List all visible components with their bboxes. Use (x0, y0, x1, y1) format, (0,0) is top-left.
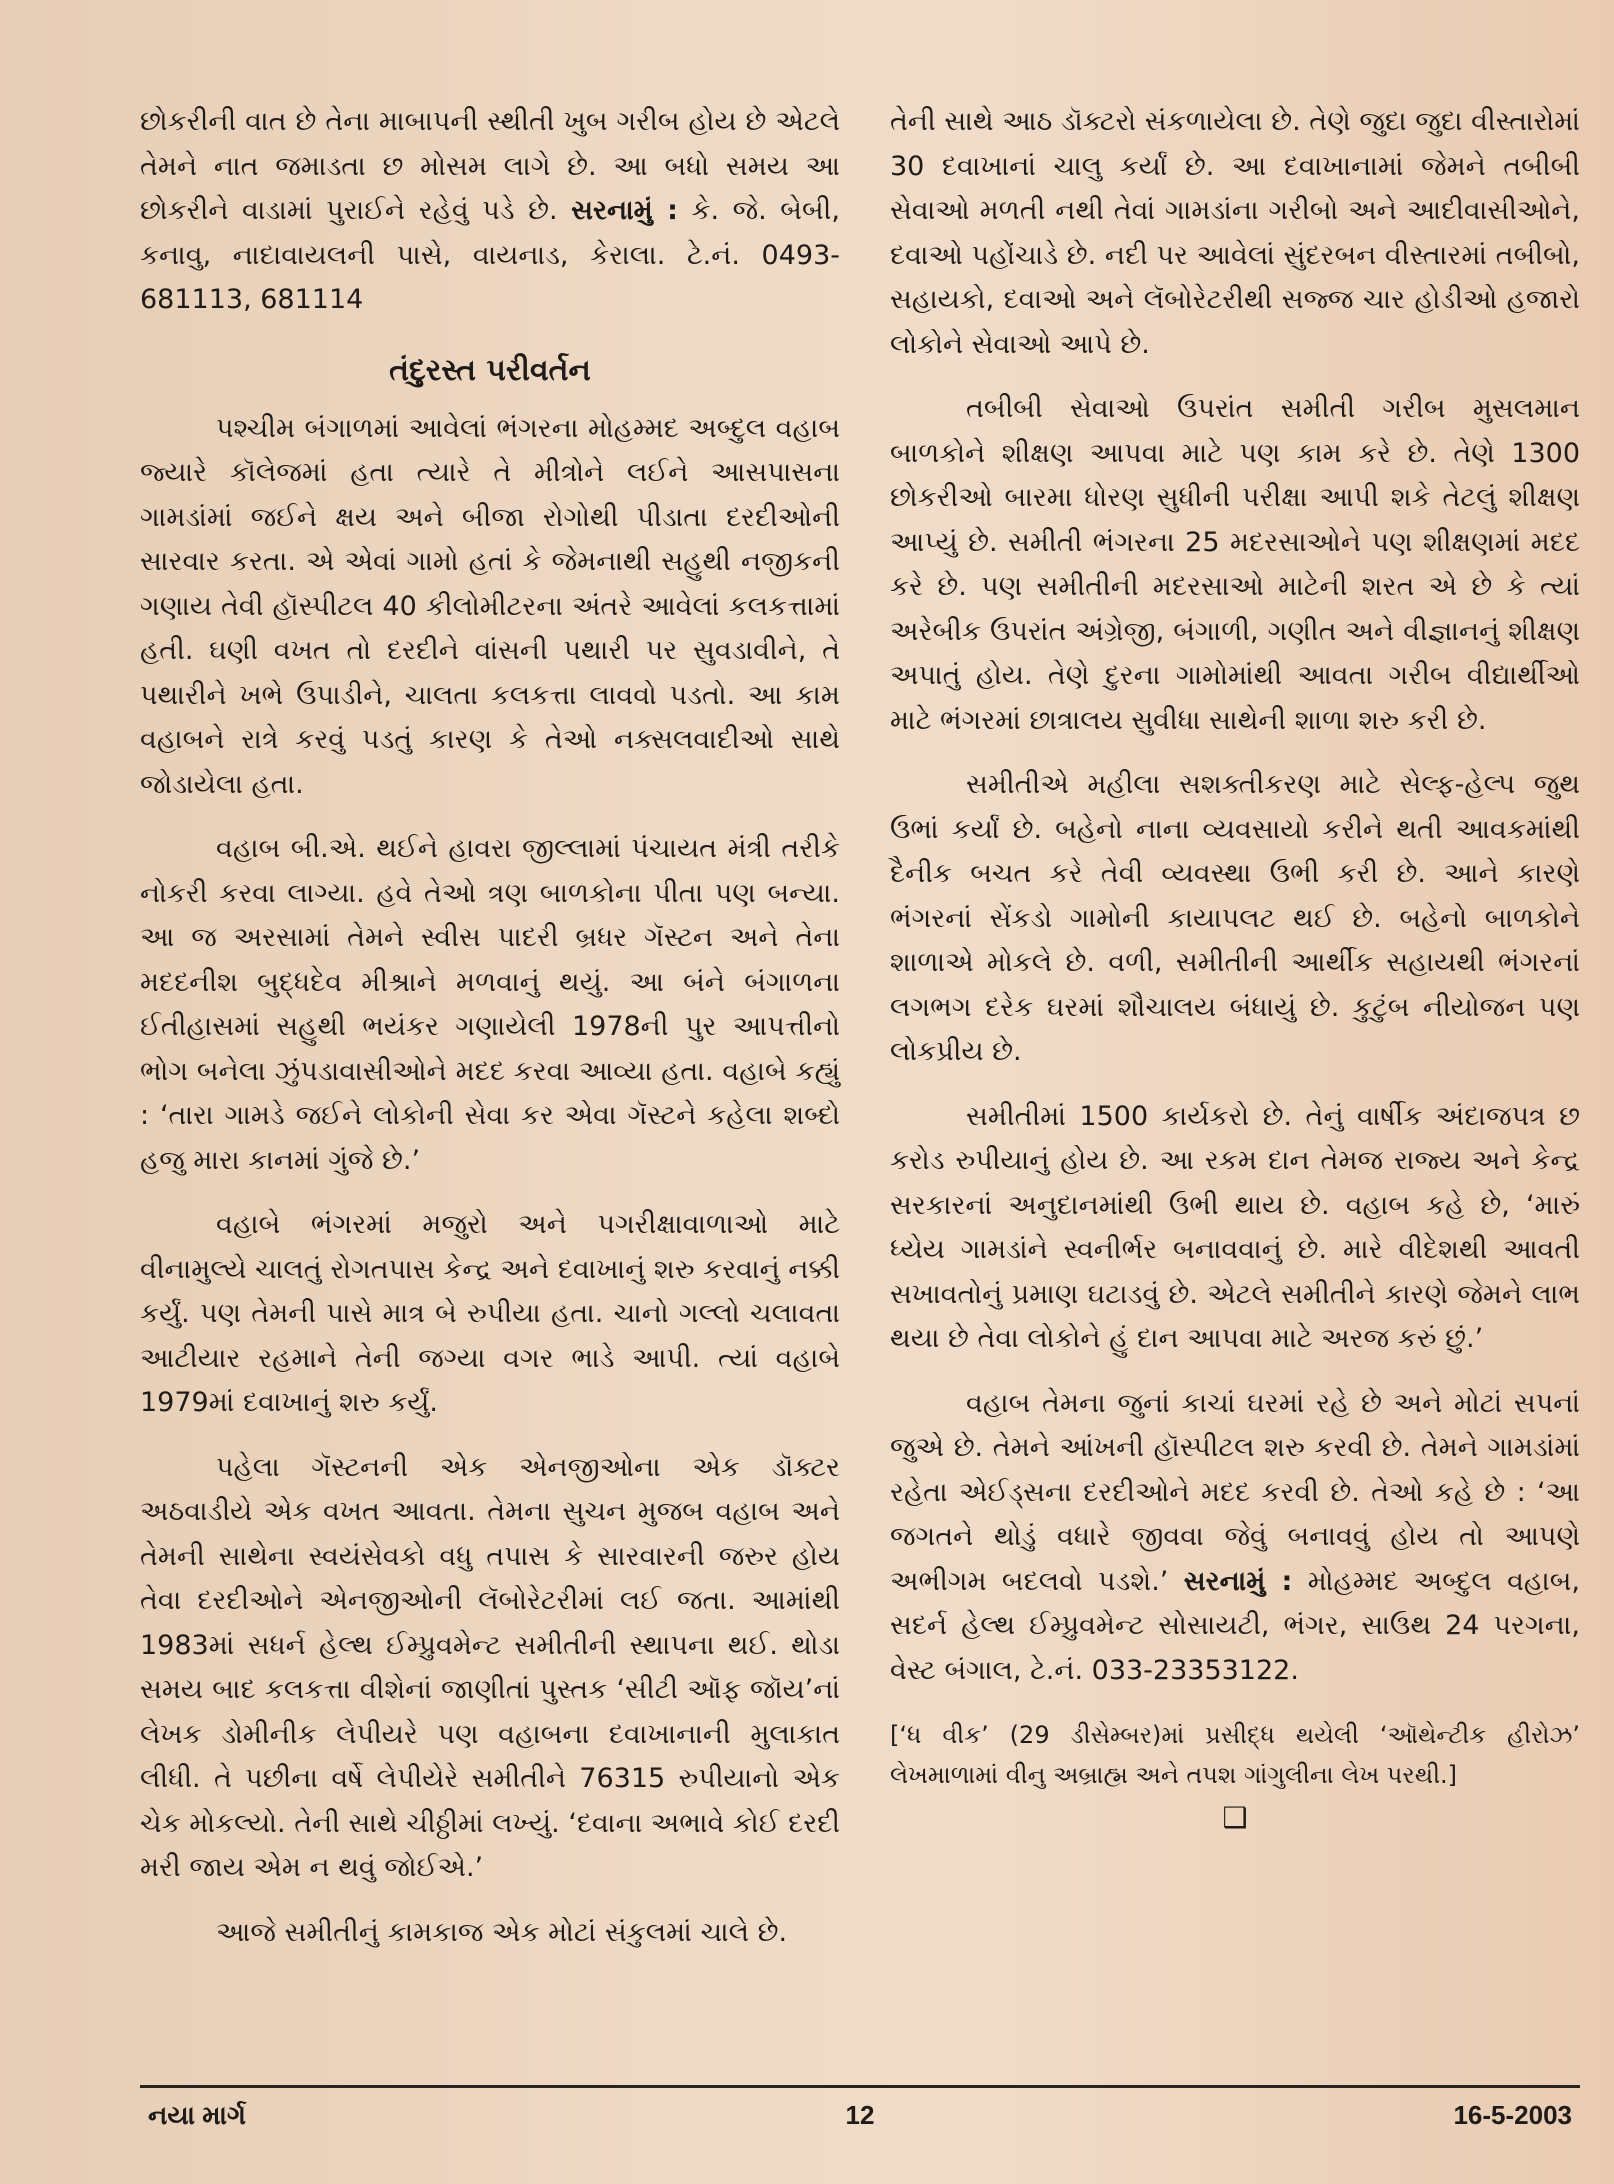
continued-paragraph: તેની સાથે આઠ ડૉક્ટરો સંકળાયેલા છે. તેણે જુદા જુદા વીસ્તારોમાં 30 દવાખાનાં ચાલુ કર્યાં છે. આ દવાખાનામાં જેમને તબીબી સેવાઓ મળતી નથી તેવાં ગામડાંના ગરીબો અને આદીવાસીઓને, દવાઓ પહોંચાડે છે. નદી પર આવેલાં સુંદરબન વીસ્તારમાં તબીબો, સહાયકો, દવાઓ અને લૅબોરેટરીથી સજ્જ ચાર હોડીઓ હજારો લોકોને સેવાઓ આપે છે. (890, 106, 1580, 360)
page-number: 12 (845, 2100, 875, 2130)
paragraph: સમીતીએ મહીલા સશક્તીકરણ માટે સેલ્ફ-હેલ્પ જુથ ઉભાં કર્યાં છે. બહેનો નાના વ્યવસાયો કરીને થતી આવકમાંથી દૈનીક બચત કરે તેવી વ્યવસ્થા ઉભી કરી છે. આને કારણે ભંગરનાં સેંકડો ગામોની કાયાપલટ થઈ છે. બહેનો બાળકોને શાળાએ મોકલે છે. વળી, સમીતીની આર્થીક સહાયથી ભંગરનાં લગભગ દરેક ઘરમાં શૌચાલય બંધાયું છે. કુટુંબ નીયોજન પણ લોકપ્રીય છે. (890, 769, 1580, 1067)
paragraph: પશ્ચીમ બંગાળમાં આવેલાં ભંગરના મોહમ્મદ અબ્દુલ વહાબ જ્યારે કૉલેજમાં હતા ત્યારે તે મીત્રોને લઈને આસપાસના ગામડાંમાં જઈને ક્ષય અને બીજા રોગોથી પીડાતા દરદીઓની સારવાર કરતા. એ એવાં ગામો હતાં કે જેમનાથી સહુથી નજીકની ગણાય તેવી હૉસ્પીટલ 40 કીલોમીટરના અંતરે આવેલાં કલકત્તામાં હતી. ઘણી વખત તો દરદીને વાંસની પથારી પર સુવડાવીને, તે પથારીને ખભે ઉપાડીને, ચાલતા કલકત્તા લાવવો પડતો. આ કામ વહાબને રાત્રે કરવું પડતું કારણ કે તેઓ નક્સલવાદીઓ સાથે જોડાયેલા હતા. (140, 412, 840, 800)
magazine-name: નયા માર્ગ (148, 2100, 246, 2130)
address-label-1: સરનામું : (571, 195, 678, 226)
address-2: મોહમ્મદ અબ્દુલ વહાબ, સદર્ન હેલ્થ ઈમ્પ્રુવમેન્ટ સોસાયટી, ભંગર, સાઉથ 24 પરગના, વેસ્ટ બંગાલ, ટે.નં. 033-23353122. (890, 1565, 1580, 1686)
intro-text: છોકરીની વાત છે તેના માબાપની સ્થીતી ખુબ ગરીબ હોય છે એટલે તેમને નાત જમાડતા છ મોસમ લાગે છે. આ બધો સમય આ છોકરીને વાડામાં પુરાઈને રહેવું પડે છે. (140, 106, 840, 226)
paragraph: સમીતીમાં 1500 કાર્યકરો છે. તેનું વાર્ષીક અંદાજપત્ર છ કરોડ રુપીયાનું હોય છે. આ રકમ દાન તેમજ રાજ્ય અને કેન્દ્ર સરકારનાં અનુદાનમાંથી ઉભી થાય છે. વહાબ કહે છે, ‘મારું ધ્યેય ગામડાંને સ્વનીર્ભર બનાવવાનું છે. મારે વીદેશથી આવતી સખાવતોનું પ્રમાણ ઘટાડવું છે. એટલે સમીતીને કારણે જેમને લાભ થયા છે તેવા લોકોને હું દાન આપવા માટે અરજ કરું છું.’ (890, 1100, 1580, 1354)
closing-paragraph (890, 1382, 1580, 1694)
end-mark-icon: ❑ (1222, 1801, 1248, 1834)
intro-paragraph (140, 100, 840, 323)
source-note: [‘ધ વીક’ (29 ડીસેમ્બર)માં પ્રસીદ્ધ થયેલી ‘ઑથેન્ટીક હીરોઝ’ લેખમાળામાં વીનુ અબ્રાહ્મ અને તપશ ગાંગુલીના લેખ પરથી.] (890, 1721, 1580, 1789)
paragraph: વહાબે ભંગરમાં મજુરો અને પગરીક્ષાવાળાઓ માટે વીનામુલ્યે ચાલતું રોગતપાસ કેન્દ્ર અને દવાખાનું શરુ કરવાનું નક્કી કર્યું. પણ તેમની પાસે માત્ર બે રુપીયા હતા. ચાનો ગલ્લો ચલાવતા આટીયાર રહમાને તેની જગ્યા વગર ભાડે આપી. ત્યાં વહાબે 1979માં દવાખાનું શરુ કર્યું. (140, 1209, 840, 1418)
issue-date: 16-5-2003 (1453, 2100, 1572, 2130)
right-column (890, 100, 1580, 1833)
paragraph: આજે સમીતીનું કામકાજ એક મોટાં સંકુલમાં ચાલે છે. (216, 1916, 788, 1948)
section-heading: તંદુરસ્ત પરીવર્તન (389, 352, 591, 388)
paragraph: પહેલા ગૅસ્ટનની એક એનજીઓના એક ડૉક્ટર અઠવાડીયે એક વખત આવતા. તેમના સુચન મુજબ વહાબ અને તેમની સાથેના સ્વયંસેવકો વધુ તપાસ કે સારવારની જરુર હોય તેવા દરદીઓને એનજીઓની લૅબોરેટરીમાં લઈ જતા. આમાંથી 1983માં સધર્ન હેલ્થ ઈમ્પ્રુવમેન્ટ સમીતીની સ્થાપના થઈ. થોડા સમય બાદ કલકત્તા વીશેનાં જાણીતાં પુસ્તક ‘સીટી ઑફ જૉય’નાં લેખક ડોમીનીક લેપીયરે પણ વહાબના દવાખાનાની મુલાકાત લીધી. તે પછીના વર્ષે લેપીયેરે સમીતીને 76315 રુપીયાનો એક ચેક મોકલ્યો. તેની સાથે ચીઠ્ઠીમાં લખ્યું. ‘દવાના અભાવે કોઈ દરદી મરી જાય એમ ન થવું જોઈએ.’ (140, 1451, 840, 1883)
paragraph: તબીબી સેવાઓ ઉપરાંત સમીતી ગરીબ મુસલમાન બાળકોને શીક્ષણ આપવા માટે પણ કામ કરે છે. તેણે 1300 છોકરીઓ બારમા ધોરણ સુધીની પરીક્ષા આપી શકે તેટલું શીક્ષણ આપ્યું છે. સમીતી ભંગરના 25 મદરસાઓને પણ શીક્ષણમાં મદદ કરે છે. પણ સમીતીની મદરસાઓ માટેની શરત એ છે કે ત્યાં અરેબીક ઉપરાંત અંગ્રેજી, બંગાળી, ગણીત અને વીજ્ઞાનનું શીક્ષણ અપાતું હોય. તેણે દુરના ગામોમાંથી આવતા ગરીબ વીદ્યાર્થીઓ માટે ભંગરમાં છાત્રાલય સુવીધા સાથેની શાળા શરુ કરી છે. (890, 393, 1580, 736)
footer-divider (140, 2085, 1580, 2088)
left-column (140, 100, 840, 1975)
page-footer (140, 2100, 1580, 2140)
closing-text: વહાબ તેમના જુનાં કાચાં ઘરમાં રહે છે અને મોટાં સપનાં જુએ છે. તેમને આંખની હૉસ્પીટલ શરુ કરવી છે. તેમને ગામડાંમાં રહેતા એઈડ્સના દરદીઓને મદદ કરવી છે. તેઓ કહે છે : ‘આ જગતને થોડું વધારે જીવવા જેવું બનાવવું હોય તો આપણે અભીગમ બદલવો પડશે.’ (890, 1387, 1580, 1597)
address-label-2: સરનામું : (1183, 1565, 1293, 1597)
paragraph: વહાબ બી.એ. થઈને હાવરા જીલ્લામાં પંચાયત મંત્રી તરીકે નોકરી કરવા લાગ્યા. હવે તેઓ ત્રણ બાળકોના પીતા પણ બન્યા. આ જ અરસામાં તેમને સ્વીસ પાદરી બ્રધર ગૅસ્ટન અને તેના મદદનીશ બુદ્ધદેવ મીશ્રાને મળવાનું થયું. આ બંને બંગાળના ઈતીહાસમાં સહુથી ભયંકર ગણાયેલી 1978ની પુર આપત્તીનો ભોગ બનેલા ઝુંપડાવાસીઓને મદદ કરવા આવ્યા હતા. વહાબે કહ્યું : ‘તારા ગામડે જઈને લોકોની સેવા કર એવા ગૅસ્ટને કહેલા શબ્દો હજુ મારા કાનમાં ગુંજે છે.’ (140, 833, 840, 1176)
address-1: કે. જે. બેબી, કનાવુ, નાદાવાયલની પાસે, વાયનાડ, કેરાલા. ટે.નં. 0493-681113, 681114 (140, 195, 840, 315)
